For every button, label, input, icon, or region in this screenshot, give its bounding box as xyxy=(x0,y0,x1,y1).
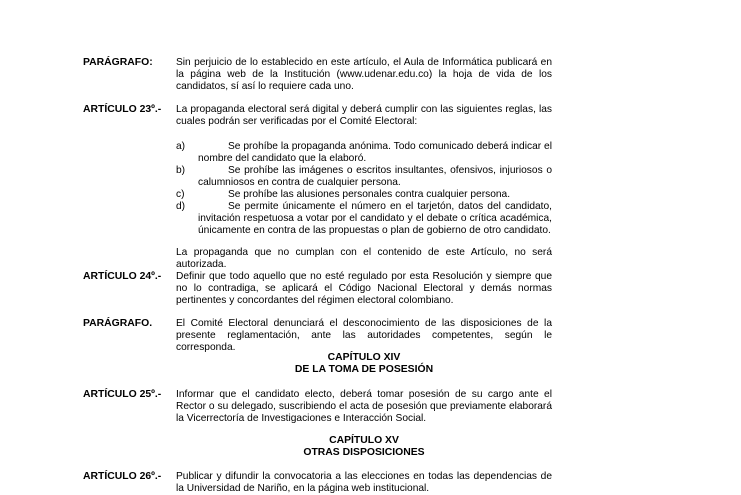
chapter-14-title: CAPÍTULO XIV xyxy=(327,352,401,363)
article-26-text: Publicar y difundir la convocatoria a las elecciones en todas las dependencias de la Universidad de Nariño, en la página web institucional. xyxy=(176,471,552,494)
paragrafo-label: PARÁGRAFO: xyxy=(83,57,153,68)
article-26-label: ARTÍCULO 26º.- xyxy=(83,471,162,482)
article-23-text: La propaganda electoral será digital y deberá cumplir con las siguientes reglas, las cuales podrán ser verificadas por el Comité Electoral: xyxy=(176,104,552,127)
chapter-14-subtitle: DE LA TOMA DE POSESIÓN xyxy=(294,364,434,375)
article-23-label: ARTÍCULO 23º.- xyxy=(83,104,162,115)
chapter-15-subtitle: OTRAS DISPOSICIONES xyxy=(303,447,425,458)
paragrafo-2-label: PARÁGRAFO. xyxy=(83,318,153,329)
item-d-letter: d) xyxy=(176,201,186,212)
chapter-15-title: CAPÍTULO XV xyxy=(329,435,399,446)
item-b-text xyxy=(198,165,552,189)
item-a-content: Se prohíbe la propaganda anónima. Todo comunicado deberá indicar el nombre del candidato que la elaboró. xyxy=(198,141,552,164)
item-a-text xyxy=(198,141,552,165)
item-c-text xyxy=(198,189,552,201)
article-24-text: Definir que todo aquello que no esté regulado por esta Resolución y siempre que no lo contradiga, se aplicará el Código Nacional Electoral y demás normas pertinentes y concordantes del régimen electoral colombiano. xyxy=(176,271,552,306)
item-a-letter: a) xyxy=(176,141,186,152)
paragrafo-text: Sin perjuicio de lo establecido en este artículo, el Aula de Informática publicará en la página web de la Institución (www.udenar.edu.co) la hoja de vida de los candidatos, sí así lo requiere cada uno. xyxy=(176,57,552,92)
paragrafo-2-text: El Comité Electoral denunciará el desconocimiento de las disposiciones de la presente reglamentación, ante las autoridades competentes, según le corresponda. xyxy=(176,318,552,353)
item-b-letter: b) xyxy=(176,165,186,176)
article-25-text: Informar que el candidato electo, deberá tomar posesión de su cargo ante el Rector o su delegado, suscribiendo el acta de posesión que previamente elaborará la Vicerrectoría de Investigaciones e Interacción Social. xyxy=(176,389,552,424)
item-d-text xyxy=(198,201,552,237)
article-24-label: ARTÍCULO 24º.- xyxy=(83,271,162,282)
item-d-content: Se permite únicamente el número en el tarjetón, datos del candidato, invitación respetuosa a votar por el candidato y el debate o crítica académica, únicamente en contra de las propuestas o plan de gobierno de otro candidato. xyxy=(198,201,552,236)
item-c-content: Se prohíbe las alusiones personales contra cualquier persona. xyxy=(228,189,511,200)
article-23-closing: La propaganda que no cumplan con el contenido de este Artículo, no será autorizada. xyxy=(176,247,552,270)
item-c-letter: c) xyxy=(176,189,185,200)
item-b-content: Se prohíbe las imágenes o escritos insultantes, ofensivos, injuriosos o calumniosos en contra de cualquier persona. xyxy=(198,165,552,188)
article-25-label: ARTÍCULO 25º.- xyxy=(83,389,162,400)
